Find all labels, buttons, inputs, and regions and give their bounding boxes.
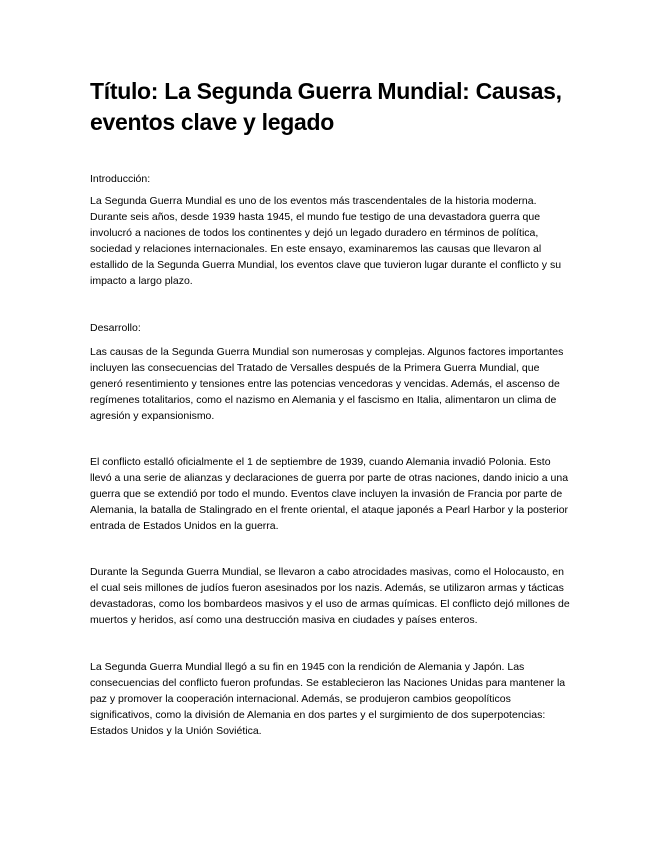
development-paragraph-atrocities: Durante la Segunda Guerra Mundial, se llevaron a cabo atrocidades masivas, como el Holocausto, en el cual seis millones de judíos fueron asesinados por los nazis. Además, se utilizaron armas y tácticas devastadoras, como los bombardeos masivos y el uso de armas químicas. El conflicto dejó millones de muertos y heridos, así como una destrucción masiva en ciudades y países enteros. (90, 566, 570, 626)
document-title: Título: La Segunda Guerra Mundial: Causas, eventos clave y legado (90, 78, 562, 135)
development-paragraph-end: La Segunda Guerra Mundial llegó a su fin en 1945 con la rendición de Alemania y Japón. Las consecuencias del conflicto fueron profundas. Se establecieron las Naciones Unidas para mantener la paz y promover la cooperación internacional. Además, se produjeron cambios geopolíticos significativos, como la división de Alemania en dos partes y el surgimiento de dos superpotencias: Estados Unidos y la Unión Soviética. (90, 661, 566, 737)
development-paragraph-causes: Las causas de la Segunda Guerra Mundial son numerosas y complejas. Algunos factores importantes incluyen las consecuencias del Tratado de Versalles después de la Primera Guerra Mundial, que generó resentimiento y tensiones entre las potencias vencedoras y vencidas. Además, el ascenso de regímenes totalitarios, como el nazismo en Alemania y el fascismo en Italia, alimentaron un clima de agresión y expansionismo. (90, 346, 564, 422)
introduction-paragraph: La Segunda Guerra Mundial es uno de los eventos más trascendentales de la historia moderna. Durante seis años, desde 1939 hasta 1945, el mundo fue testigo de una devastadora guerra que involucró a naciones de todos los continentes y dejó un legado duradero en términos de política, sociedad y relaciones internacionales. En este ensayo, examinaremos las causas que llevaron al estallido de la Segunda Guerra Mundial, los eventos clave que tuvieron lugar durante el conflicto y su impacto a largo plazo. (90, 195, 562, 287)
development-paragraph-outbreak: El conflicto estalló oficialmente el 1 de septiembre de 1939, cuando Alemania invadió Polonia. Esto llevó a una serie de alianzas y declaraciones de guerra por parte de otras naciones, dando inicio a una guerra que se extendió por todo el mundo. Eventos clave incluyen la invasión de Francia por parte de Alemania, la batalla de Stalingrado en el frente oriental, el ataque japonés a Pearl Harbor y la posterior entrada de Estados Unidos en la guerra. (90, 456, 569, 532)
introduction-heading: Introducción: (90, 173, 151, 185)
development-heading: Desarrollo: (90, 322, 141, 334)
